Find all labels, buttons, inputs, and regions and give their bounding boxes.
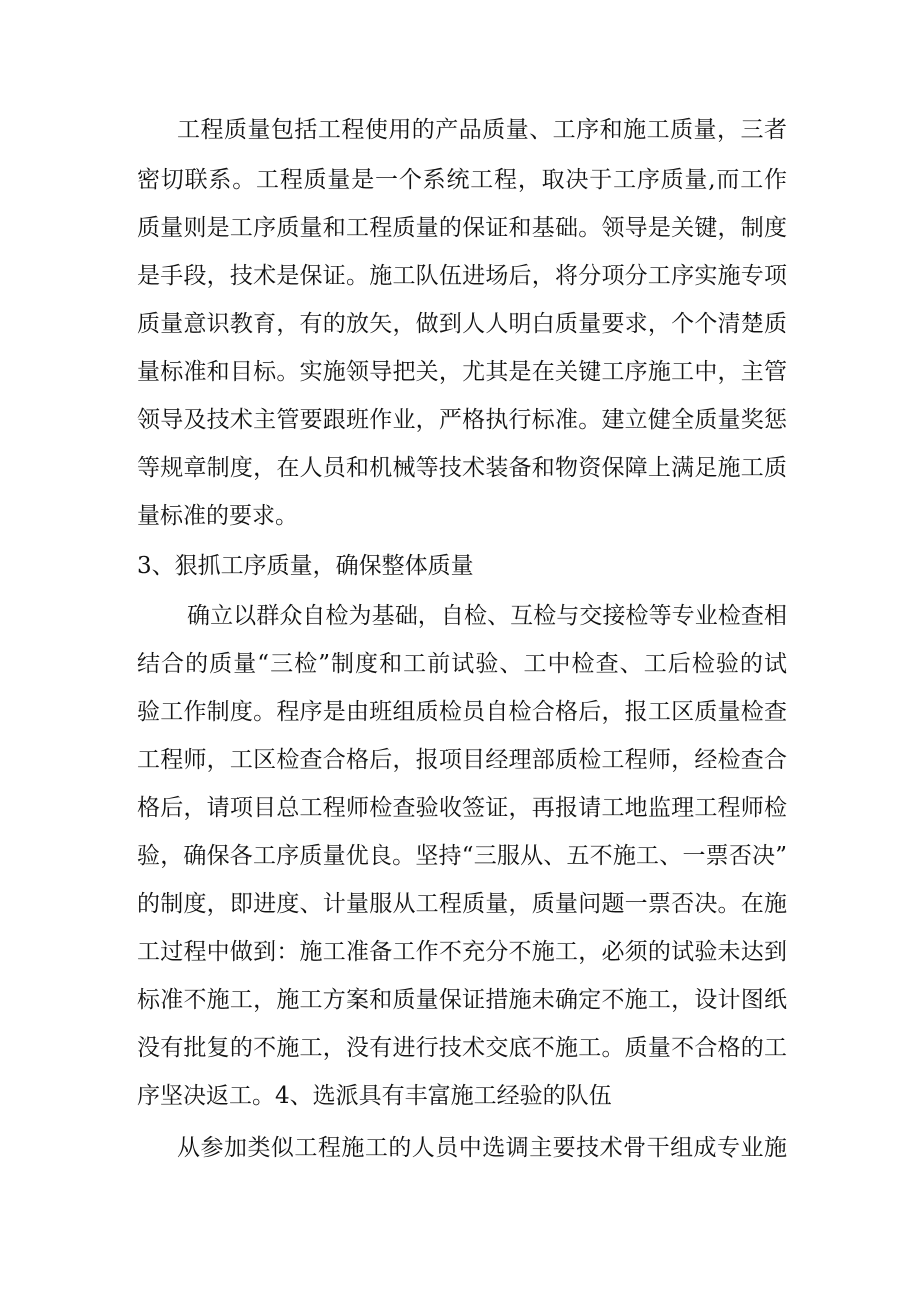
paragraph-3-line-1: 从参加类似工程施工的人员中选调主要技术骨干组成专业施 — [177, 1135, 787, 1161]
paragraph-1-line-4: 是手段，技术是保证。施工队伍进场后，将分项分工序实施专项 — [137, 263, 787, 289]
paragraph-2-line-9: 标准不施工，施工方案和质量保证措施未确定不施工，设计图纸 — [137, 987, 787, 1013]
paragraph-1-line-2: 密切联系。工程质量是一个系统工程，取决于工序质量,而工作 — [137, 167, 787, 193]
paragraph-1-line-1: 工程质量包括工程使用的产品质量、工序和施工质量，三者 — [177, 117, 787, 143]
paragraph-1-line-8: 等规章制度，在人员和机械等技术装备和物资保障上满足施工质 — [137, 455, 787, 481]
paragraph-2-line-7: 的制度，即进度、计量服从工程质量，质量问题一票否决。在施 — [137, 891, 787, 917]
paragraph-2-line-4: 工程师，工区检查合格后，报项目经理部质检工程师，经检查合 — [137, 747, 787, 773]
paragraph-2-line-8: 工过程中做到：施工准备工作不充分不施工，必须的试验未达到 — [137, 939, 787, 965]
paragraph-2-line-11: 序坚决返工。4、选派具有丰富施工经验的队伍 — [137, 1083, 612, 1109]
section-heading-3: 3、狠抓工序质量，确保整体质量 — [137, 553, 474, 579]
paragraph-1-line-5: 质量意识教育，有的放矢，做到人人明白质量要求，个个清楚质 — [137, 311, 787, 337]
paragraph-2-line-5: 格后，请项目总工程师检查验收签证，再报请工地监理工程师检 — [137, 795, 787, 821]
paragraph-1-line-9: 量标准的要求。 — [137, 503, 298, 529]
paragraph-2-line-3: 验工作制度。程序是由班组质检员自检合格后，报工区质量检查 — [137, 699, 787, 725]
paragraph-1-line-7: 领导及技术主管要跟班作业，严格执行标准。建立健全质量奖惩 — [137, 407, 787, 433]
paragraph-2-line-2: 结合的质量“三检”制度和工前试验、工中检查、工后检验的试 — [137, 651, 787, 677]
paragraph-2-line-6: 验，确保各工序质量优良。坚持“三服从、五不施工、一票否决” — [137, 843, 787, 869]
paragraph-1-line-6: 量标准和目标。实施领导把关，尤其是在关键工序施工中，主管 — [137, 359, 787, 385]
paragraph-2-line-10: 没有批复的不施工，没有进行技术交底不施工。质量不合格的工 — [137, 1035, 787, 1061]
paragraph-1-line-3: 质量则是工序质量和工程质量的保证和基础。领导是关键，制度 — [137, 215, 787, 241]
paragraph-2-line-1: 确立以群众自检为基础，自检、互检与交接检等专业检查相 — [187, 603, 787, 629]
